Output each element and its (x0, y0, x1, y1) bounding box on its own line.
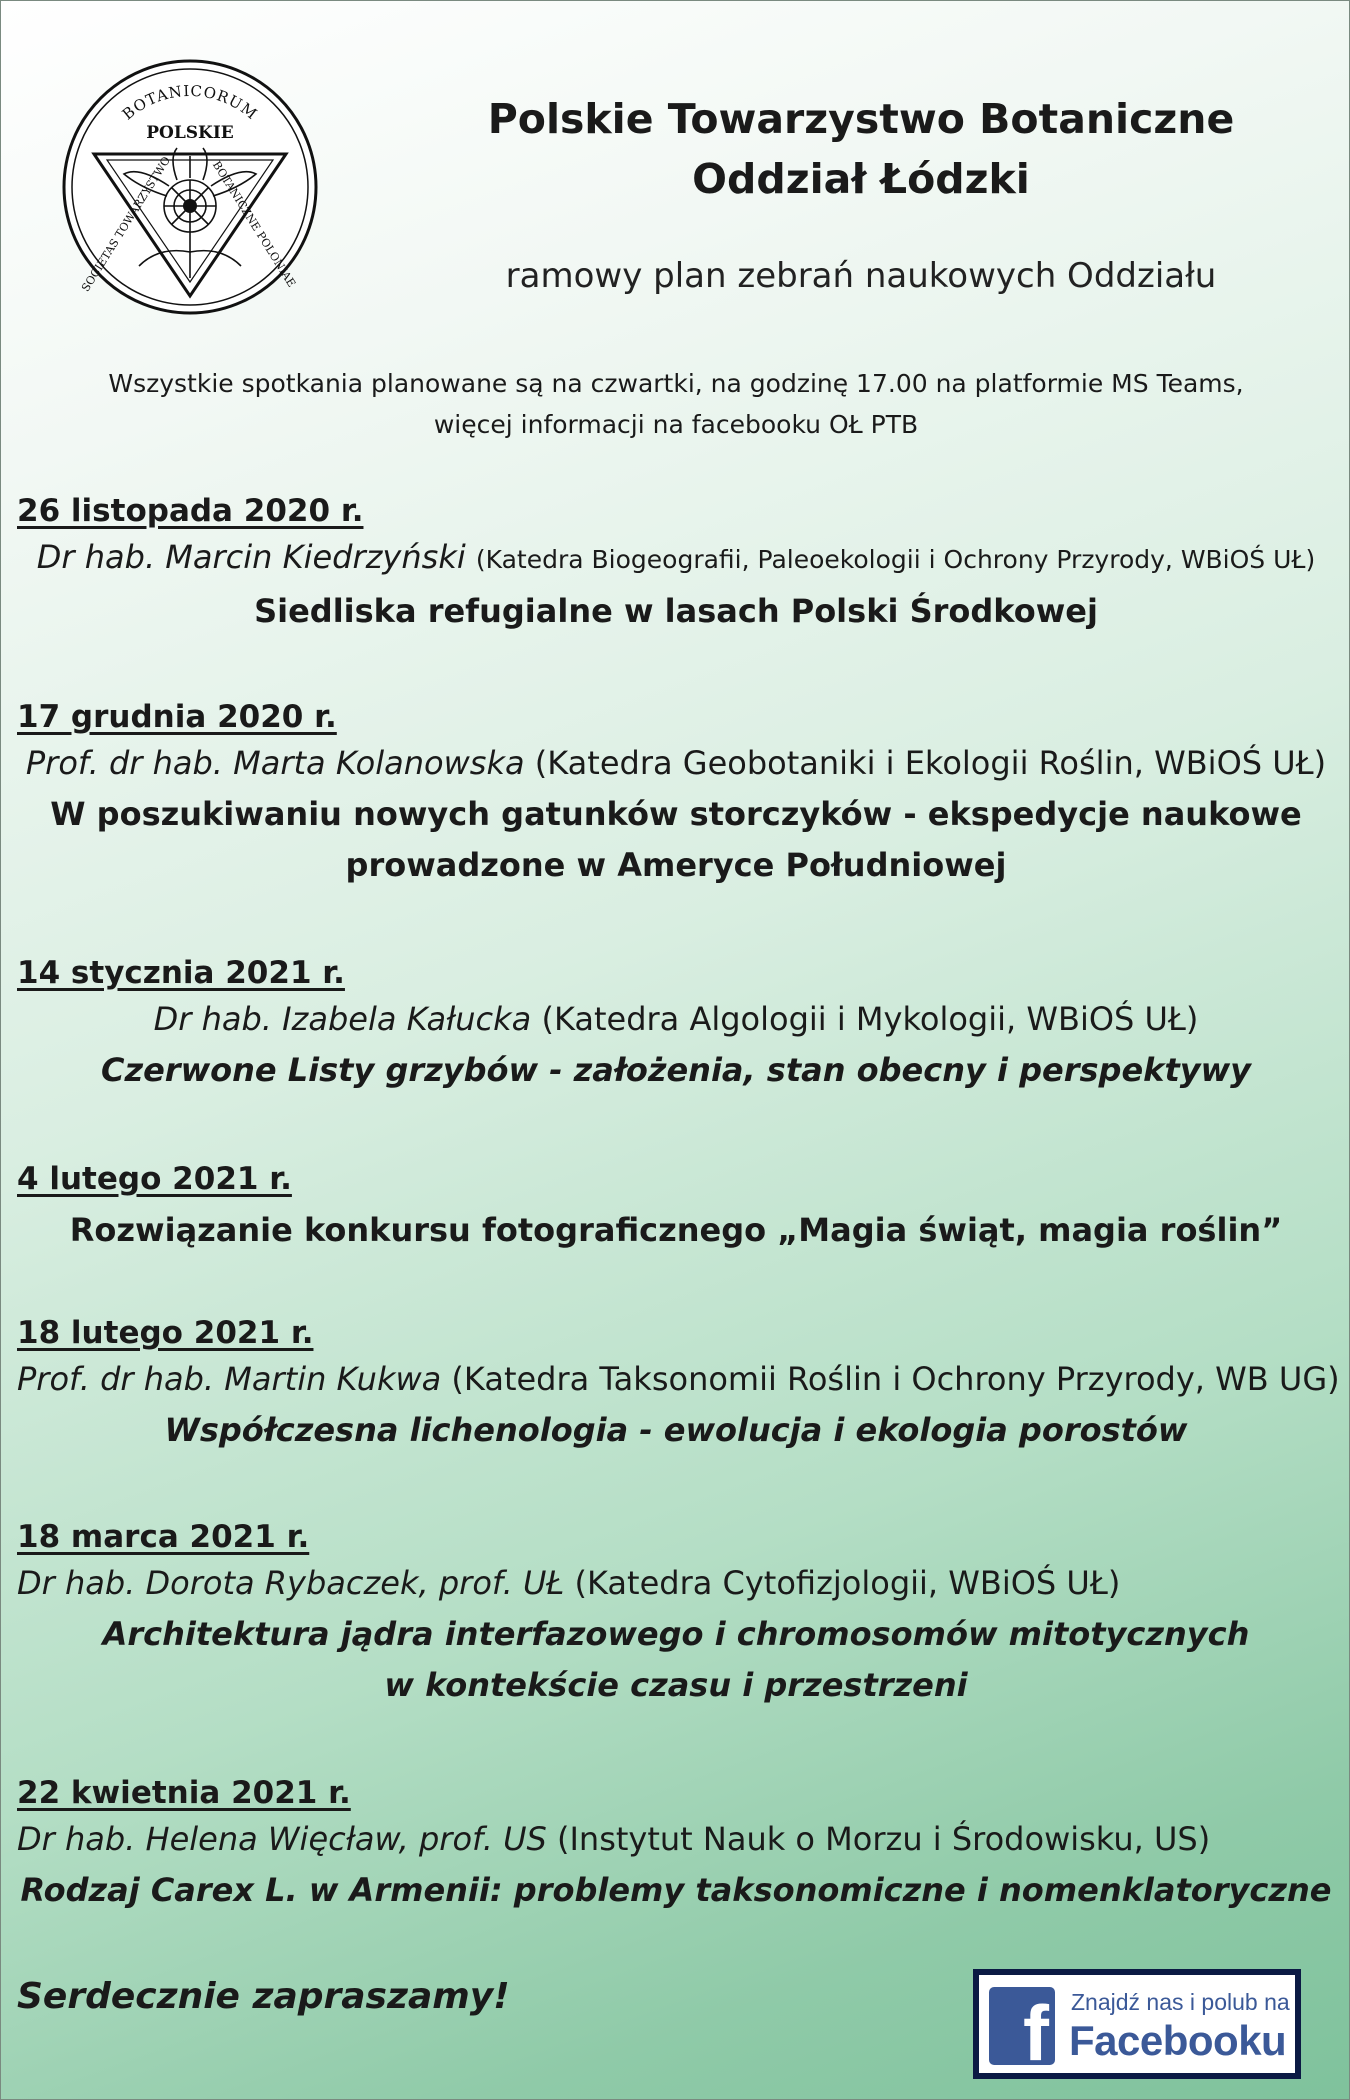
event-item (17, 1313, 1340, 1456)
speaker-affiliation: (Katedra Geobotaniki i Ekologii Roślin, WBiOŚ UŁ) (534, 744, 1327, 782)
event-item (17, 491, 1335, 637)
speaker-affiliation: (Katedra Algologii i Mykologii, WBiOŚ UŁ) (541, 1000, 1199, 1038)
talk-title: Współczesna lichenologia - ewolucja i ekologia porostów (164, 1411, 1188, 1449)
talk-title: Rozwiązanie konkursu fotograficznego „Magia świąt, magia roślin” (69, 1211, 1283, 1249)
talk-title: Architektura jądra interfazowego i chromosomów mitotycznych (102, 1615, 1250, 1653)
event-date: 18 lutego 2021 r. (17, 1315, 314, 1351)
speaker-affiliation: (Instytut Nauk o Morzu i Środowisku, US) (556, 1820, 1211, 1858)
svg-text:BOTANICORUM: BOTANICORUM (118, 81, 262, 124)
intro-line-2: więcej informacji na facebooku OŁ PTB (433, 410, 919, 439)
title-line-2: Oddział Łódzki (692, 155, 1030, 203)
intro-line-1: Wszystkie spotkania planowane są na czwartki, na godzinę 17.00 na platformie MS Teams, (108, 369, 1244, 398)
event-date: 4 lutego 2021 r. (17, 1161, 292, 1197)
facebook-badge-caption: Znajdź nas i polub na (1071, 1989, 1290, 2015)
event-item (17, 1517, 1335, 1711)
talk-title: Rodzaj Carex L. w Armenii: problemy taksonomiczne i nomenklatoryczne (20, 1871, 1332, 1909)
event-date: 26 listopada 2020 r. (17, 493, 364, 529)
event-speaker-line (17, 993, 1335, 1045)
event-speaker-line (17, 1353, 1340, 1405)
title-line-1: Polskie Towarzystwo Botaniczne (487, 95, 1235, 143)
svg-text:POLSKIE: POLSKIE (146, 123, 234, 143)
event-date: 22 kwietnia 2021 r. (17, 1775, 351, 1811)
talk-title-line-2: prowadzone w Ameryce Południowej (345, 846, 1007, 884)
facebook-badge[interactable] (973, 1969, 1301, 2079)
event-speaker-line (17, 737, 1335, 789)
speaker-name: Prof. dr hab. Martin Kukwa (17, 1360, 442, 1398)
svg-text:BOTANICZNE POLONIAE: BOTANICZNE POLONIAE (209, 158, 299, 290)
event-item (17, 1159, 1335, 1256)
speaker-name: Dr hab. Helena Więcław, prof. US (17, 1820, 547, 1858)
talk-title-line-2: w kontekście czasu i przestrzeni (384, 1666, 968, 1704)
speaker-name: Dr hab. Dorota Rybaczek, prof. UŁ (17, 1564, 565, 1602)
event-speaker-line (17, 1557, 1335, 1609)
thistle-seal-icon (59, 56, 321, 318)
speaker-affiliation: (Katedra Biogeografii, Paleoekologii i Ochrony Przyrody, WBiOŚ UŁ) (475, 545, 1316, 574)
subtitle: ramowy plan zebrań naukowych Oddziału (505, 256, 1217, 296)
talk-title: Czerwone Listy grzybów - założenia, stan obecny i perspektywy (100, 1051, 1252, 1089)
speaker-name: Prof. dr hab. Marta Kolanowska (25, 744, 525, 782)
talk-title: W poszukiwaniu nowych gatunków storczyków - ekspedycje naukowe (50, 795, 1302, 833)
speaker-name: Dr hab. Izabela Kałucka (153, 1000, 532, 1038)
speaker-affiliation: (Katedra Cytofizjologii, WBiOŚ UŁ) (574, 1564, 1121, 1602)
facebook-logo-icon: f (989, 1987, 1055, 2065)
closing-invitation: Serdecznie zapraszamy! (17, 1976, 510, 2017)
talk-title: Siedliska refugialne w lasach Polski Środkowej (254, 592, 1098, 630)
facebook-badge-name: Facebooku (1069, 2017, 1287, 2064)
event-speaker-line (17, 1813, 1335, 1865)
event-item (17, 953, 1335, 1096)
intro-text (41, 363, 1311, 445)
event-date: 14 stycznia 2021 r. (17, 955, 345, 991)
page-title (421, 89, 1301, 209)
speaker-name: Dr hab. Marcin Kiedrzyński (36, 538, 466, 576)
event-item (17, 697, 1335, 891)
event-item (17, 1773, 1335, 1916)
event-speaker-line (17, 531, 1335, 586)
event-date: 17 grudnia 2020 r. (17, 699, 337, 735)
facebook-badge-inner (977, 1973, 1297, 2075)
speaker-affiliation: (Katedra Taksonomii Roślin i Ochrony Przyrody, WB UG) (451, 1360, 1340, 1398)
svg-text:SOCIETAS TOWARZYSTWO: SOCIETAS TOWARZYSTWO (79, 154, 174, 294)
event-date: 18 marca 2021 r. (17, 1519, 310, 1555)
